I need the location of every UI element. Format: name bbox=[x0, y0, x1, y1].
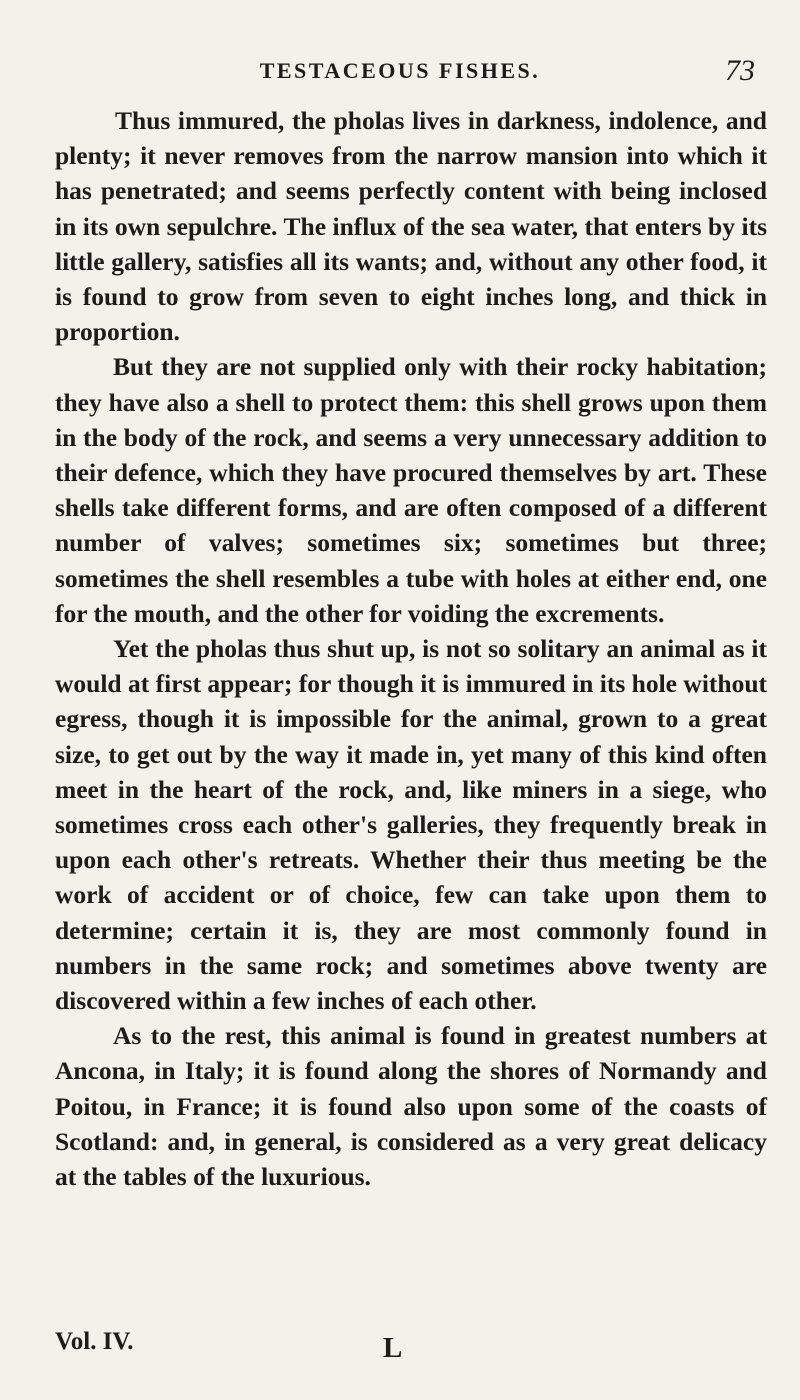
page-number: 73 bbox=[725, 54, 755, 87]
paragraph: But they are not supplied only with their rocky habitation; they have also a shell to protect them: this shell grows upon them in the body of the rock, and seems a very unnecessary addition to their defence, which they have procured themselves by art. These shells take different forms, and are often composed of a different number of valves; sometimes six; sometimes but three; sometimes the shell resembles a tube with holes at either end, one for the mouth, and the other for voiding the excrements. bbox=[55, 352, 767, 628]
page-footer bbox=[0, 1320, 800, 1380]
running-head bbox=[0, 54, 800, 98]
paragraph: Yet the pholas thus shut up, is not so solitary an animal as it would at first appear; for though it is immured in its hole without egress, though it is impossible for the animal, grown to a great size, to get out by the way it made in, yet many of this kind often meet in the heart of the rock, and, like miners in a siege, who sometimes cross each other's galleries, they frequently break in upon each other's retreats. Whether their thus meeting be the work of accident or of choice, few can take upon them to determine; certain it is, they are most commonly found in numbers in the same rock; and sometimes above twenty are discovered within a few inches of each other. bbox=[55, 634, 767, 1016]
volume-label: Vol. IV. bbox=[55, 1328, 134, 1355]
body-text bbox=[55, 103, 767, 1194]
signature-mark: L bbox=[383, 1332, 403, 1364]
running-title: TESTACEOUS FISHES. bbox=[259, 58, 541, 83]
paragraph: As to the rest, this animal is found in greatest numbers at Ancona, in Italy; it is found along the shores of Normandy and Poitou, in France; it is found also upon some of the coasts of Scotland: and, in general, is considered as a very great delicacy at the tables of the luxurious. bbox=[55, 1021, 767, 1192]
paragraph: Thus immured, the pholas lives in darkness, indolence, and plenty; it never removes from the narrow mansion into which it has penetrated; and seems perfectly content with being inclosed in its own sepulchre. The influx of the sea water, that enters by its little gallery, satisfies all its wants; and, without any other food, it is found to grow from seven to eight inches long, and thick in proportion. bbox=[55, 106, 767, 347]
